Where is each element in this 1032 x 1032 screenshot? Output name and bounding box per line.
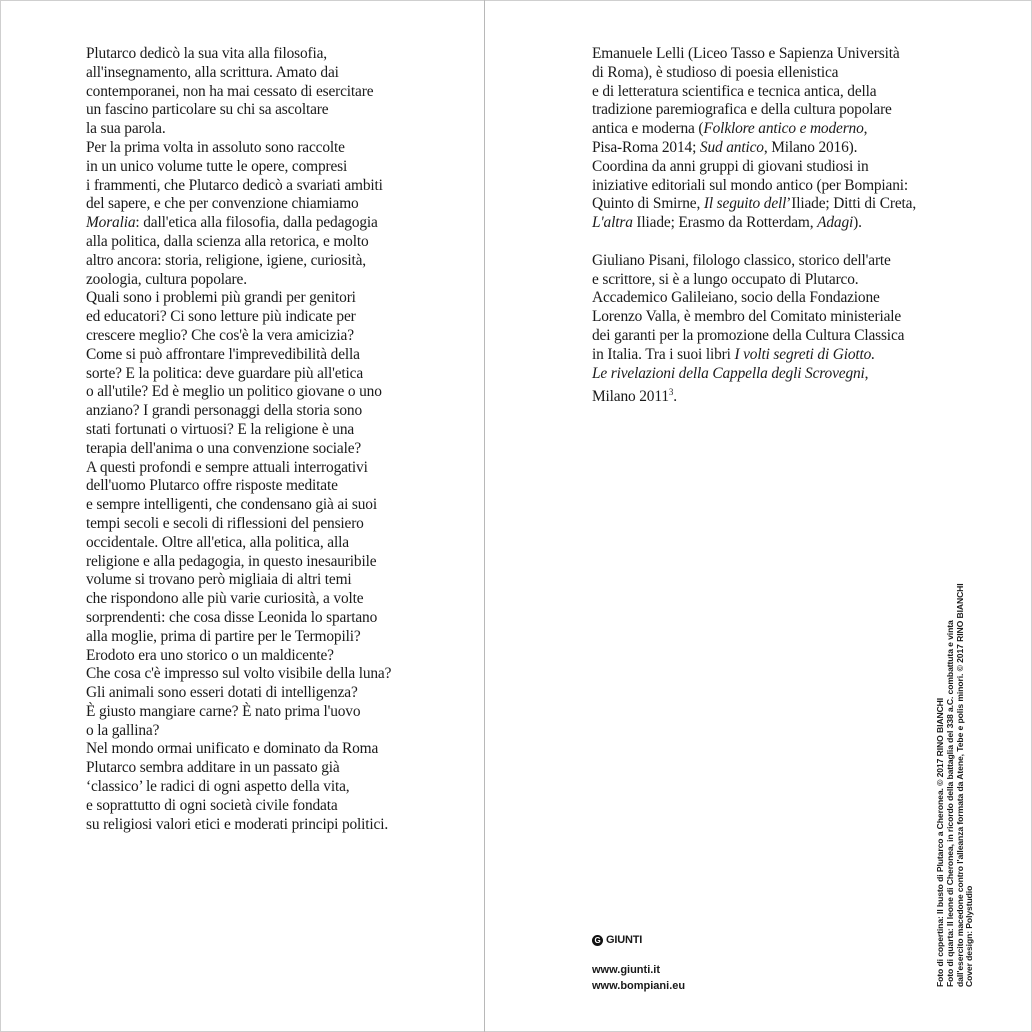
text-line: alla politica, dalla scienza alla retorica, e molto bbox=[86, 232, 369, 250]
text-line: Erodoto era uno storico o un maldicente? bbox=[86, 646, 334, 664]
website-bompiani[interactable]: www.bompiani.eu bbox=[592, 980, 686, 992]
text-line: Quali sono i problemi più grandi per genitori bbox=[86, 289, 356, 307]
text-line: Gli animali sono esseri dotati di intelligenza? bbox=[86, 684, 358, 702]
credit-line: Foto di quarta: Il leone di Cheronea, in ricordo della battaglia del 338 a.C. combattuta e vinta bbox=[944, 620, 955, 987]
text-line: tempi secoli e secoli di riflessioni del pensiero bbox=[86, 514, 364, 532]
text-line: altro ancora: storia, religione, igiene, curiosità, bbox=[86, 251, 366, 269]
giunti-logo bbox=[592, 934, 642, 946]
text-line: zoologia, cultura popolare. bbox=[86, 270, 247, 288]
text-line: e di letteratura scientifica e tecnica antica, della bbox=[592, 82, 877, 100]
text-run: Milano 2011 bbox=[592, 388, 669, 406]
text-line: un fascino particolare su chi sa ascoltare bbox=[86, 101, 329, 119]
book-title: I volti segreti di Giotto. bbox=[734, 345, 875, 363]
text-line: Lorenzo Valla, è membro del Comitato ministeriale bbox=[592, 308, 902, 326]
text-line: su religiosi valori etici e moderati principi politici. bbox=[86, 815, 389, 833]
text-run: Pisa-Roma 2014; bbox=[592, 138, 700, 156]
text-line: la sua parola. bbox=[86, 120, 166, 138]
left-column-description bbox=[86, 45, 458, 834]
text-line-moralia bbox=[86, 214, 458, 233]
edition-superscript: 3 bbox=[668, 387, 674, 398]
text-line: Accademico Galileiano, socio della Fondazione bbox=[592, 289, 880, 307]
text-run: antica e moderna ( bbox=[592, 120, 704, 138]
text-line: dell'uomo Plutarco offre risposte meditate bbox=[86, 477, 338, 495]
text-line: Coordina da anni gruppi di giovani studiosi in bbox=[592, 157, 869, 175]
spine-fold bbox=[484, 0, 485, 1032]
text-line: dei garanti per la promozione della Cultura Classica bbox=[592, 326, 905, 344]
text-line bbox=[592, 139, 962, 158]
text-run: ’Iliade; Ditti di Creta, bbox=[786, 195, 917, 213]
author-bio-lelli bbox=[592, 45, 962, 233]
text-run: ). bbox=[853, 214, 862, 232]
text-run: , bbox=[864, 364, 869, 382]
credit-line: Foto di copertina: Il busto di Plutarco a Cheronea. © 2017 RINO BIANCHI bbox=[935, 697, 945, 987]
text-line: Plutarco sembra additare in un passato già bbox=[86, 759, 340, 777]
text-line: occidentale. Oltre all'etica, alla politica, alla bbox=[86, 533, 349, 551]
text-line: stati fortunati o virtuosi? E la religione è una bbox=[86, 420, 355, 438]
giunti-logo-text: GIUNTI bbox=[606, 934, 643, 946]
text-run: in Italia. Tra i suoi libri bbox=[592, 345, 735, 363]
text-line: A questi profondi e sempre attuali interrogativi bbox=[86, 458, 368, 476]
paragraph-gap bbox=[592, 233, 962, 252]
moralia-rest: : dall'etica alla filosofia, dalla pedagogia bbox=[135, 214, 378, 232]
book-title: L'altra bbox=[592, 214, 633, 232]
text-line: contemporanei, non ha mai cessato di esercitare bbox=[86, 82, 374, 100]
text-line bbox=[592, 214, 962, 233]
text-line: o la gallina? bbox=[86, 721, 160, 739]
text-line: Plutarco dedicò la sua vita alla filosofia, bbox=[86, 45, 328, 62]
text-line: Emanuele Lelli (Liceo Tasso e Sapienza Università bbox=[592, 45, 900, 62]
credit-line: dall'esercito macedone contro l'alleanza formata da Atene, Tebe e polis minori. © 2017 RINO BIANCHI bbox=[954, 583, 965, 987]
text-line: Per la prima volta in assoluto sono raccolte bbox=[86, 138, 345, 156]
website-giunti[interactable]: www.giunti.it bbox=[592, 964, 661, 976]
text-line: che rispondono alle più varie curiosità, a volte bbox=[86, 590, 364, 608]
right-column-authors bbox=[592, 45, 962, 407]
book-title: Sud antico bbox=[699, 138, 764, 156]
text-line: ‘classico’ le radici di ogni aspetto della vita, bbox=[86, 778, 350, 796]
text-line bbox=[592, 383, 962, 407]
text-line: iniziative editoriali sul mondo antico (per Bompiani: bbox=[592, 176, 909, 194]
book-title: Folklore antico e moderno bbox=[703, 120, 864, 138]
text-line bbox=[592, 195, 962, 214]
moralia-title: Moralia bbox=[86, 214, 136, 232]
giunti-logo-icon: G bbox=[592, 935, 603, 946]
text-line: i frammenti, che Plutarco dedicò a svariati ambiti bbox=[86, 176, 383, 194]
photo-credits bbox=[936, 583, 975, 987]
text-line: volume si trovano però migliaia di altri temi bbox=[86, 571, 352, 589]
credit-line: Cover design: Polystudio bbox=[964, 885, 975, 987]
text-run: , Milano 2016). bbox=[763, 138, 858, 156]
text-line: crescere meglio? Che cos'è la vera amicizia? bbox=[86, 326, 354, 344]
text-line: tradizione paremiografica e della cultura popolare bbox=[592, 101, 892, 119]
text-line: Nel mondo ormai unificato e dominato da Roma bbox=[86, 740, 379, 758]
text-line bbox=[592, 120, 962, 139]
text-line: di Roma), è studioso di poesia ellenistica bbox=[592, 63, 839, 81]
author-bio-pisani bbox=[592, 252, 962, 408]
text-line: sorprendenti: che cosa disse Leonida lo spartano bbox=[86, 608, 378, 626]
text-line: Come si può affrontare l'imprevedibilità della bbox=[86, 345, 360, 363]
text-line: all'insegnamento, alla scrittura. Amato dai bbox=[86, 63, 339, 81]
text-line: e sempre intelligenti, che condensano già ai suoi bbox=[86, 496, 377, 514]
text-line: È giusto mangiare carne? È nato prima l'uovo bbox=[86, 702, 361, 720]
text-run: . bbox=[673, 388, 677, 406]
book-title: Il seguito dell bbox=[703, 195, 787, 213]
text-line: e soprattutto di ogni società civile fondata bbox=[86, 796, 338, 814]
text-line: terapia dell'anima o una convenzione sociale? bbox=[86, 439, 362, 457]
text-line: in un unico volume tutte le opere, compresi bbox=[86, 157, 348, 175]
text-run: Quinto di Smirne, bbox=[592, 195, 704, 213]
text-line: del sapere, e che per convenzione chiamiamo bbox=[86, 195, 359, 213]
text-line bbox=[592, 346, 962, 365]
text-line: religione e alla pedagogia, in questo inesauribile bbox=[86, 552, 377, 570]
text-line bbox=[592, 365, 962, 384]
text-run: , bbox=[863, 120, 868, 138]
text-line: Che cosa c'è impresso sul volto visibile della luna? bbox=[86, 665, 392, 683]
book-title: Le rivelazioni della Cappella degli Scrovegni bbox=[592, 364, 865, 382]
text-line: alla moglie, prima di partire per le Termopili? bbox=[86, 627, 361, 645]
text-line: anziano? I grandi personaggi della storia sono bbox=[86, 402, 363, 420]
text-line: o all'utile? Ed è meglio un politico giovane o uno bbox=[86, 383, 382, 401]
text-line: sorte? E la politica: deve guardare più all'etica bbox=[86, 364, 364, 382]
text-line: e scrittore, si è a lungo occupato di Plutarco. bbox=[592, 270, 859, 288]
text-line: Giuliano Pisani, filologo classico, storico dell'arte bbox=[592, 251, 891, 269]
text-line: ed educatori? Ci sono letture più indicate per bbox=[86, 308, 356, 326]
text-run: Iliade; Erasmo da Rotterdam, bbox=[632, 214, 818, 232]
publisher-websites bbox=[592, 962, 685, 994]
book-title: Adagi bbox=[817, 214, 854, 232]
